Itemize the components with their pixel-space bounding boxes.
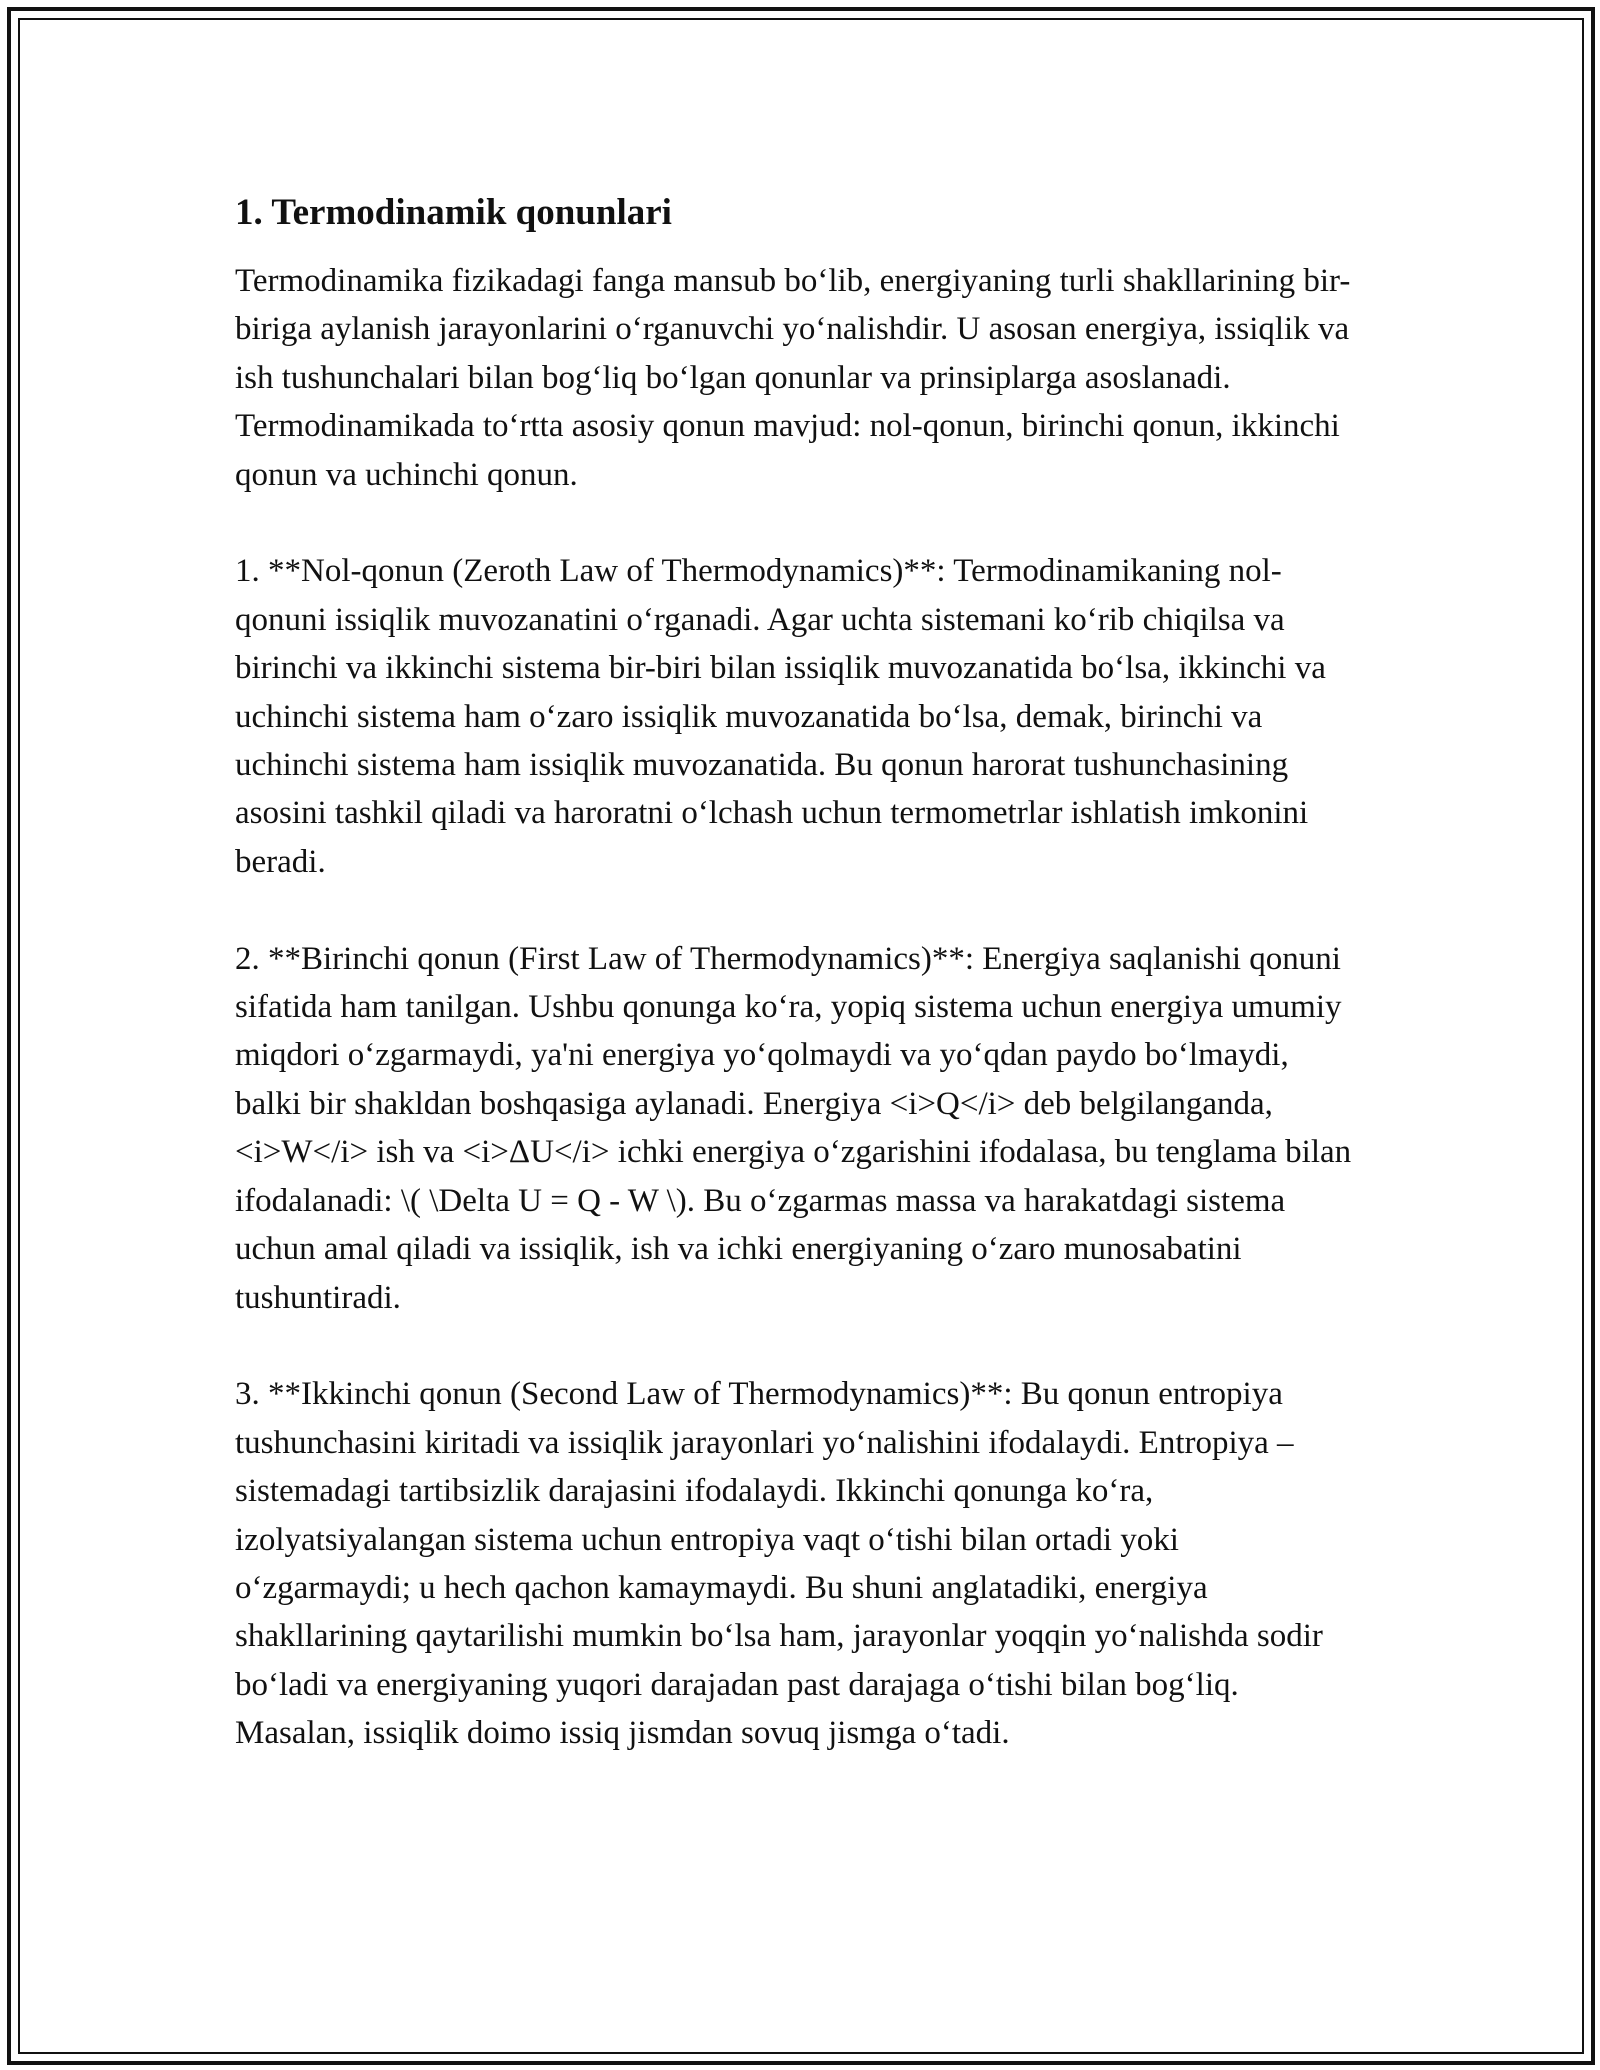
section-heading: 1. Termodinamik qonunlari [235,192,672,233]
first-law-paragraph: 2. **Birinchi qonun (First Law of Thermodynamics)**: Energiya saqlanishi qonuni sifatida ham tanilgan. Ushbu qonunga ko‘ra, yopiq sistema uchun energiya umumiy miqdori o‘zgarmaydi, ya'ni energiya yo‘qolmaydi va yo‘qdan paydo bo‘lmaydi, balki bir shakldan boshqasiga aylanadi. Energiya <i>Q</i> deb belgilanganda, <i>W</i> ish va <i>ΔU</i> ichki energiya o‘zgarishini ifodalasa, bu tenglama bilan ifodalanadi: \( \Delta U = Q - W \). Bu o‘zgarmas massa va harakatdagi sistema uchun amal qiladi va issiqlik, ish va ichki energiyaning o‘zaro munosabatini tushuntiradi. [235,940,1352,1316]
zeroth-law-paragraph: 1. **Nol-qonun (Zeroth Law of Thermodynamics)**: Termodinamikaning nol-qonuni issiqlik muvozanatini o‘rganadi. Agar uchta sistemani ko‘rib chiqilsa va birinchi va ikkinchi sistema bir-biri bilan issiqlik muvozanatida bo‘lsa, ikkinchi va uchinchi sistema ham o‘zaro issiqlik muvozanatida bo‘lsa, demak, birinchi va uchinchi sistema ham issiqlik muvozanatida. Bu qonun harorat tushunchasining asosini tashkil qiladi va haroratni o‘lchash uchun termometrlar ishlatish imkonini beradi. [235,553,1326,880]
intro-paragraph: Termodinamika fizikadagi fanga mansub bo‘lib, energiyaning turli shakllarining bir-biriga aylanish jarayonlarini o‘rganuvchi yo‘nalishdir. U asosan energiya, issiqlik va ish tushunchalari bilan bog‘liq bo‘lgan qonunlar va prinsiplarga asoslanadi. Termodinamikada to‘rtta asosiy qonun mavjud: nol-qonun, birinchi qonun, ikkinchi qonun va uchinchi qonun. [235,263,1351,493]
document-body [235,185,1360,1806]
second-law-paragraph: 3. **Ikkinchi qonun (Second Law of Thermodynamics)**: Bu qonun entropiya tushunchasini kiritadi va issiqlik jarayonlari yo‘nalishini ifodalaydi. Entropiya – sistemadagi tartibsizlik darajasini ifodalaydi. Ikkinchi qonunga ko‘ra, izolyatsiyalangan sistema uchun entropiya vaqt o‘tishi bilan ortadi yoki o‘zgarmaydi; u hech qachon kamaymaydi. Bu shuni anglatadiki, energiya shakllarining qaytarilishi mumkin bo‘lsa ham, jarayonlar yoqqin yo‘nalishda sodir bo‘ladi va energiyaning yuqori darajadan past darajaga o‘tishi bilan bog‘liq. Masalan, issiqlik doimo issiq jismdan sovuq jismga o‘tadi. [235,1376,1323,1752]
